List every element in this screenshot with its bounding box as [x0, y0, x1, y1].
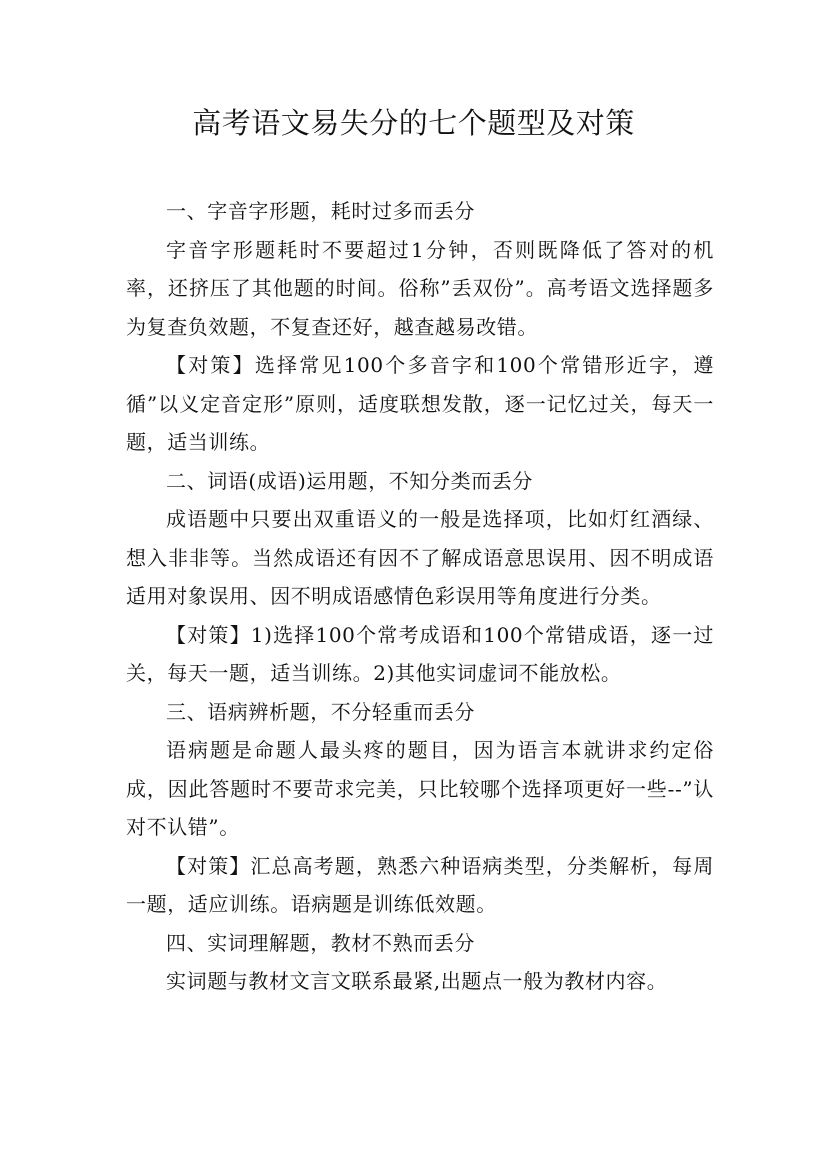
- section-body-4: 实词题与教材文言文联系最紧,出题点一般为教材内容。: [166, 969, 668, 993]
- strategy-paragraph-3: 【对策】汇总高考题，熟悉六种语病类型，分类解析，每周一题，适应训练。语病题是训练低效题。: [126, 853, 714, 916]
- section-body-2: 成语题中只要出双重语义的一般是选择项，比如灯红酒绿、想入非非等。当然成语还有因不了解成语意思误用、因不明成语适用对象误用、因不明成语感情色彩误用等角度进行分类。: [126, 507, 714, 608]
- section-body-1: 字音字形题耗时不要超过1分钟，否则既降低了答对的机率，还挤压了其他题的时间。俗称”丢双份”。高考语文选择题多为复查负效题，不复查还好，越查越易改错。: [126, 237, 714, 339]
- section-heading-2: 二、词语(成语)运用题，不知分类而丢分: [166, 468, 534, 493]
- section-heading-3: 三、语病辨析题，不分轻重而丢分: [166, 699, 475, 724]
- strategy-paragraph-2: 【对策】1)选择100个常考成语和100个常错成语，逐一过关，每天一题，适当训练。2)其他实词虚词不能放松。: [126, 622, 714, 685]
- section-heading-4: 四、实词理解题，教材不熟而丢分: [166, 930, 475, 955]
- document-body: [126, 192, 714, 1001]
- strategy-paragraph-1: 【对策】选择常见100个多音字和100个常错形近字，遵循”以义定音定形”原则，适度联想发散，逐一记忆过关，每天一题，适当训练。: [126, 353, 714, 454]
- section-body-3: 语病题是命题人最头疼的题目，因为语言本就讲求约定俗成，因此答题时不要苛求完美，只比较哪个选择项更好一些--”认对不认错”。: [126, 738, 714, 839]
- document-title: 高考语文易失分的七个题型及对策: [192, 106, 635, 140]
- section-heading-1: 一、字音字形题，耗时过多而丢分: [166, 199, 475, 223]
